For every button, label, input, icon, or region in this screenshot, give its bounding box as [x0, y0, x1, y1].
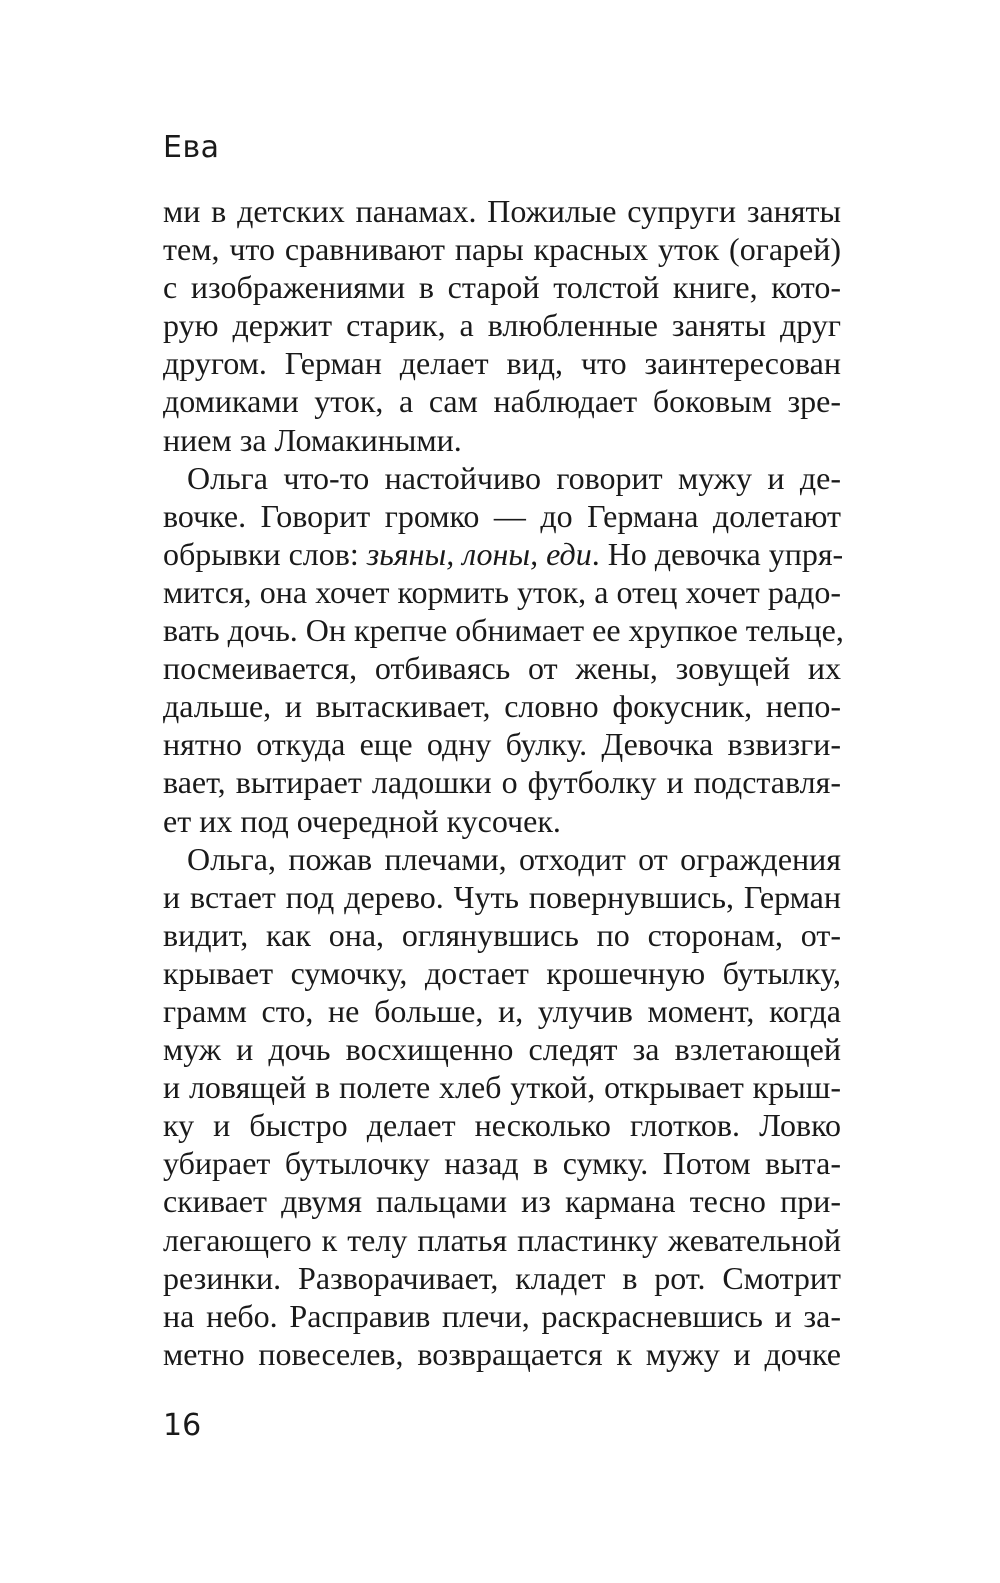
text-line: грамм сто, не больше, и, улучив момент, когда — [163, 992, 841, 1029]
text-line: дальше, и вытаскивает, словно фокусник, непо- — [163, 688, 841, 725]
text-line: легающего к телу платья пластинку жевательной — [163, 1221, 841, 1258]
text-line: мится, она хочет кормить уток, а отец хочет радо- — [163, 573, 841, 610]
text-line: ет их под очередной кусочек. — [163, 802, 561, 839]
text-segment: . Но девочка упря- — [591, 535, 844, 572]
text-line: вочке. Говорит громко — до Германа долетают — [163, 497, 841, 534]
text-line: ми в детских панамах. Пожилые супруги заняты — [163, 193, 841, 229]
text-line: ку и быстро делает несколько глотков. Ловко — [163, 1107, 841, 1144]
text-line: другом. Герман делает вид, что заинтересован — [163, 345, 841, 382]
text-line: посмеивается, отбиваясь от жены, зовущей их — [163, 650, 841, 687]
text-line: с изображениями в старой толстой книге, кото- — [163, 269, 841, 306]
text-line: и ловящей в полете хлеб уткой, открывает крыш- — [163, 1069, 841, 1106]
text-line: рую держит старик, а влюбленные заняты друг — [163, 307, 841, 344]
paragraph — [163, 459, 844, 840]
paragraph — [163, 192, 841, 459]
text-line: скивает двумя пальцами из кармана тесно при- — [163, 1183, 841, 1220]
text-line: тем, что сравнивают пары красных уток (огарей) — [163, 231, 841, 268]
text-line: и встает под дерево. Чуть повернувшись, Герман — [163, 878, 841, 915]
text-line: муж и дочь восхищенно следят за взлетающей — [163, 1031, 841, 1068]
text-line-with-italic — [163, 535, 844, 573]
page-number: 16 — [163, 1408, 202, 1443]
text-line: метно повеселев, возвращается к мужу и дочке — [163, 1335, 841, 1372]
running-head: Ева — [163, 130, 220, 165]
paragraph — [163, 840, 841, 1373]
text-line: крывает сумочку, достает крошечную бутылку, — [163, 954, 841, 991]
text-line: вает, вытирает ладошки о футболку и подставля- — [163, 764, 841, 801]
text-line: убирает бутылочку назад в сумку. Потом выта- — [163, 1145, 841, 1182]
text-segment: обрывки слов: — [163, 535, 367, 572]
text-line: резинки. Разворачивает, кладет в рот. Смотрит — [163, 1259, 841, 1296]
italic-fragment: зьяны, лоны, еди — [366, 535, 592, 572]
text-line: нием за Ломакиными. — [163, 421, 462, 458]
text-line: нятно откуда еще одну булку. Девочка взвизги- — [163, 726, 841, 763]
text-line: Ольга, пожав плечами, отходит от ограждения — [187, 840, 841, 877]
text-line: вать дочь. Он крепче обнимает ее хрупкое тельце, — [163, 612, 844, 649]
text-line: домиками уток, а сам наблюдает боковым зре- — [163, 383, 841, 420]
text-line: видит, как она, оглянувшись по сторонам, от- — [163, 916, 841, 953]
text-line: на небо. Расправив плечи, раскрасневшись и за- — [163, 1297, 841, 1334]
text-line: Ольга что-то настойчиво говорит мужу и де- — [187, 459, 841, 496]
body-text — [163, 192, 844, 1373]
